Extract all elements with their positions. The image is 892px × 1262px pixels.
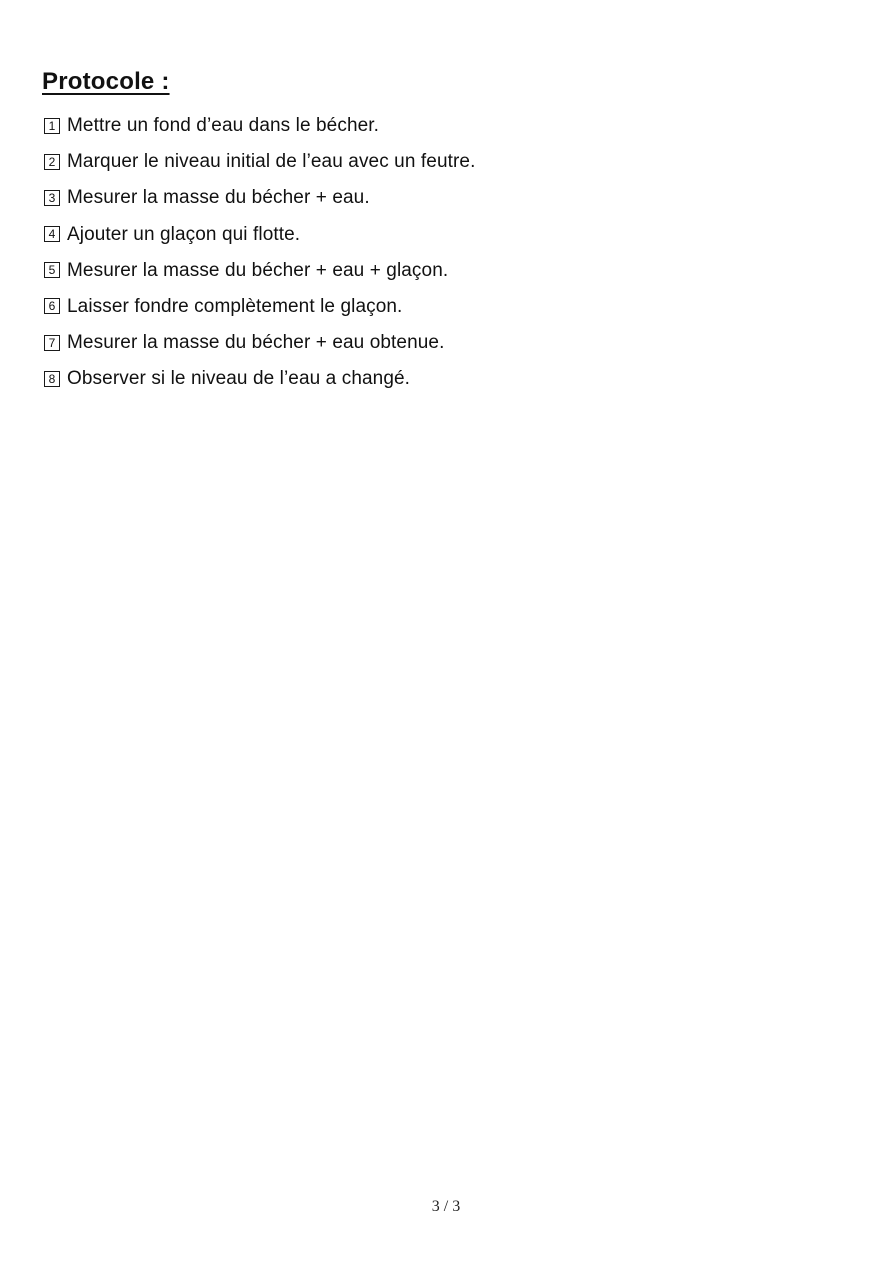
step-text: Mesurer la masse du bécher + eau obtenue.: [67, 332, 445, 354]
step-number-box: 3: [44, 190, 60, 206]
step-text: Laisser fondre complètement le glaçon.: [67, 295, 403, 317]
step-number-box: 6: [44, 298, 60, 314]
step-number-box: 7: [44, 335, 60, 351]
protocol-step: [44, 116, 852, 135]
step-number-box: 8: [44, 371, 60, 387]
step-number-box: 1: [44, 118, 60, 134]
protocol-step: [44, 297, 852, 316]
protocol-step: [44, 333, 852, 352]
protocol-step: [44, 261, 852, 280]
step-text: Mesurer la masse du bécher + eau + glaçon.: [67, 259, 449, 281]
document-page: [42, 68, 852, 406]
protocol-steps-list: [42, 116, 852, 388]
step-number-box: 2: [44, 154, 60, 170]
page-title: Protocole :: [42, 68, 170, 95]
step-text: Mettre un fond d’eau dans le bécher.: [67, 115, 380, 136]
step-number-box: 4: [44, 226, 60, 242]
protocol-step: [44, 152, 852, 171]
step-text: Ajouter un glaçon qui flotte.: [67, 223, 301, 245]
page-number: 3 / 3: [431, 1198, 461, 1215]
protocol-step: [44, 369, 852, 388]
protocol-step: [44, 188, 852, 207]
step-text: Marquer le niveau initial de l’eau avec un feutre.: [67, 151, 476, 173]
step-text: Observer si le niveau de l’eau a changé.: [67, 368, 411, 390]
step-number-box: 5: [44, 262, 60, 278]
step-text: Mesurer la masse du bécher + eau.: [67, 187, 370, 209]
protocol-step: [44, 225, 852, 244]
